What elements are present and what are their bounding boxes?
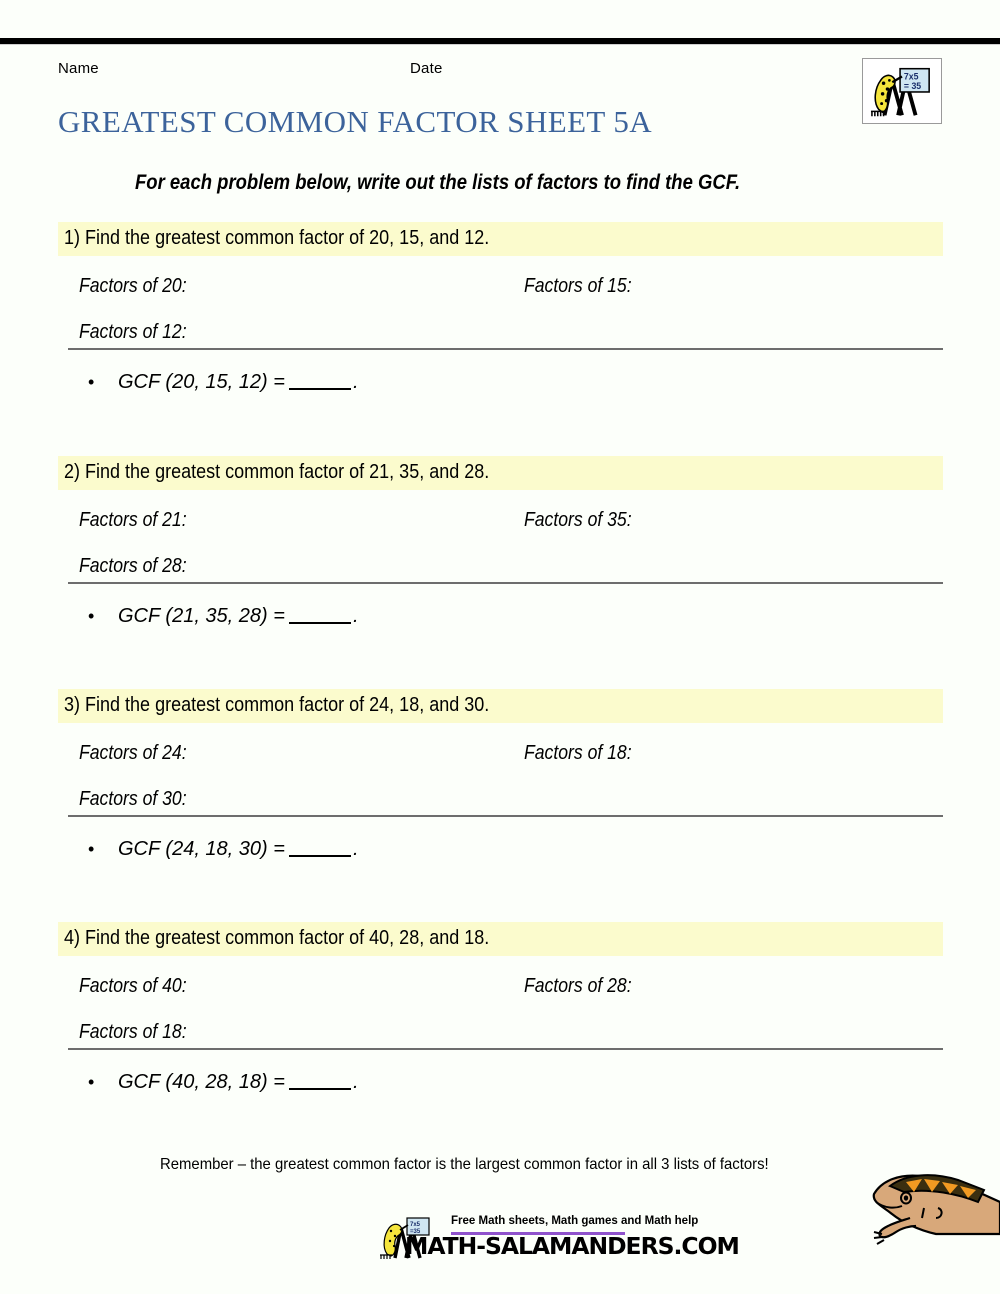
- factors-line-4b: Factors of 28:: [524, 975, 632, 997]
- question-number-3: 3): [64, 694, 81, 716]
- question-number-1: 1): [64, 227, 81, 249]
- gcf-label-3: GCF (24, 18, 30) =: [118, 838, 285, 860]
- instruction-text: For each problem below, write out the lists of factors to find the GCF.: [135, 171, 741, 194]
- svg-text:7x5: 7x5: [410, 1222, 421, 1228]
- math-salamanders-footer-logo[interactable]: [375, 1214, 739, 1262]
- bullet-icon: •: [88, 839, 95, 859]
- salamander-mascot-icon: [866, 1160, 1000, 1256]
- gcf-answer-blank-1[interactable]: [289, 388, 351, 390]
- footer-tagline: Free Math sheets, Math games and Math help: [451, 1215, 699, 1227]
- answer-rule: [68, 815, 943, 817]
- gcf-period-4: .: [352, 1071, 359, 1093]
- gcf-period-3: .: [352, 838, 359, 860]
- gcf-answer-blank-4[interactable]: [289, 1088, 351, 1090]
- question-body-1: Find the greatest common factor of 20, 15, and 12.: [85, 227, 490, 249]
- page-title: GREATEST COMMON FACTOR SHEET 5A: [58, 104, 653, 139]
- answer-rule: [68, 582, 943, 584]
- factors-line-3a: Factors of 24:: [79, 742, 187, 764]
- gcf-label-4: GCF (40, 28, 18) =: [118, 1071, 285, 1093]
- gcf-answer-row-2: [88, 605, 359, 628]
- question-body-4: Find the greatest common factor of 40, 28, and 18.: [85, 927, 490, 949]
- gcf-period-1: .: [352, 371, 359, 393]
- question-text-2: [64, 461, 489, 484]
- date-label: Date: [410, 60, 443, 77]
- gcf-answer-blank-2[interactable]: [289, 622, 351, 624]
- header-divider-bar: [0, 38, 1000, 45]
- question-text-3: [64, 694, 489, 717]
- footer-url: MATH-SALAMANDERS.COM: [405, 1234, 739, 1260]
- factors-line-4c: Factors of 18:: [79, 1021, 187, 1043]
- factors-line-2a: Factors of 21:: [79, 509, 187, 531]
- question-body-2: Find the greatest common factor of 21, 35, and 28.: [85, 461, 490, 483]
- bullet-icon: •: [88, 1072, 95, 1092]
- svg-text:7x5: 7x5: [903, 71, 919, 82]
- gcf-answer-blank-3[interactable]: [289, 855, 351, 857]
- factors-line-2b: Factors of 35:: [524, 509, 632, 531]
- bullet-icon: •: [88, 606, 95, 626]
- factors-line-1c: Factors of 12:: [79, 321, 187, 343]
- question-body-3: Find the greatest common factor of 24, 18, and 30.: [85, 694, 490, 716]
- answer-rule: [68, 1048, 943, 1050]
- salamander-easel-icon: [863, 59, 941, 123]
- factors-line-2c: Factors of 28:: [79, 555, 187, 577]
- factors-line-1b: Factors of 15:: [524, 275, 632, 297]
- gcf-label-2: GCF (21, 35, 28) =: [118, 605, 285, 627]
- question-number-2: 2): [64, 461, 81, 483]
- factors-line-4a: Factors of 40:: [79, 975, 187, 997]
- gcf-period-2: .: [352, 605, 359, 627]
- gcf-answer-row-1: [88, 371, 359, 394]
- gcf-answer-row-4: [88, 1071, 359, 1094]
- svg-text:= 35: = 35: [903, 81, 922, 92]
- answer-rule: [68, 348, 943, 350]
- factors-line-3c: Factors of 30:: [79, 788, 187, 810]
- question-number-4: 4): [64, 927, 81, 949]
- gcf-answer-row-3: [88, 838, 359, 861]
- name-label: Name: [58, 60, 99, 77]
- bullet-icon: •: [88, 372, 95, 392]
- gcf-label-1: GCF (20, 15, 12) =: [118, 371, 285, 393]
- svg-text:=35: =35: [410, 1229, 421, 1235]
- question-text-1: [64, 227, 489, 250]
- salamander-easel-logo: [862, 58, 942, 124]
- factors-line-1a: Factors of 20:: [79, 275, 187, 297]
- factors-line-3b: Factors of 18:: [524, 742, 632, 764]
- remember-note: Remember – the greatest common factor is the largest common factor in all 3 lists of factors!: [160, 1156, 769, 1173]
- salamander-mascot: [866, 1160, 1000, 1256]
- question-text-4: [64, 927, 489, 950]
